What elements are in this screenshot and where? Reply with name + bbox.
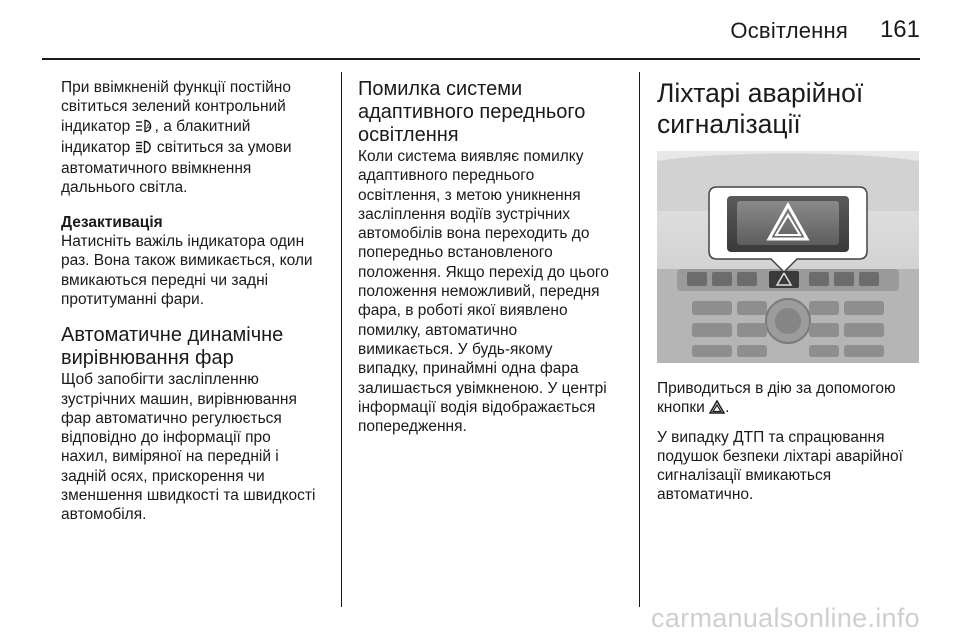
hazard-caption: Приводиться в дію за допомогою кнопки . (657, 379, 923, 420)
high-beam-indicator-icon (135, 140, 153, 159)
section-heading-afl-error: Помилка системи адаптивного переднього освітлення (358, 78, 586, 146)
column-divider-2 (639, 72, 640, 607)
hazard-button-photo (657, 151, 919, 363)
deactivation-title: Дезактивація (61, 213, 163, 231)
page-number: 161 (879, 16, 920, 43)
header-divider (42, 58, 920, 60)
column-3 (657, 78, 923, 505)
section-heading-hazard-lights: Ліхтарі аварійної сигналізації (657, 78, 864, 139)
auto-high-beam-indicator-icon (135, 119, 155, 138)
intro-paragraph: При ввімкненій функції постійно світиться зелений контрольний індикатор A , а блакитний індикатор світиться за умови автоматичного ввімкнення дальнього світла. (61, 79, 292, 197)
hazard-auto-paragraph: У випадку ДТП та спрацювання подушок безпеки ліхтарі аварійної сигналізації вмикаються автоматично. (657, 428, 903, 504)
deactivation-paragraph: Натисніть важіль індикатора один раз. Вона також вимикається, коли вмикаються передні чи задні протитуманні фари. (61, 233, 313, 308)
watermark: carmanualsonline.info (651, 603, 920, 633)
page-title: Освітлення (730, 18, 848, 43)
hazard-warning-icon (709, 400, 725, 419)
afl-error-paragraph: Коли система виявляє помилку адаптивного переднього освітлення, з метою уникнення засліплення водіїв зустрічних автомобілів вона переходить до попередньо встановленого положення. Якщо перехід до цього положення неможливий, передня фара, в роботі якої виявлено помилку, автоматично вимикається. У будь-якому випадку, принаймні одна фара залишається увімкненою. У центрі інформації водія відображається попередження. (358, 148, 609, 436)
section-heading-dynamic-leveling: Автоматичне динамічне вирівнювання фар (61, 324, 284, 370)
dynamic-leveling-paragraph: Щоб запобігти засліпленню зустрічних машин, вирівнювання фар автоматично регулюється відповідно до інформації про нахил, виміряної на передній і задній осях, прискорення чи зменшення швидкості та швидкості автомобіля. (61, 371, 316, 524)
column-2 (358, 78, 630, 436)
column-divider-1 (341, 72, 342, 607)
dashboard-illustration (657, 151, 919, 363)
column-1 (61, 78, 333, 525)
svg-text:A: A (145, 123, 151, 131)
